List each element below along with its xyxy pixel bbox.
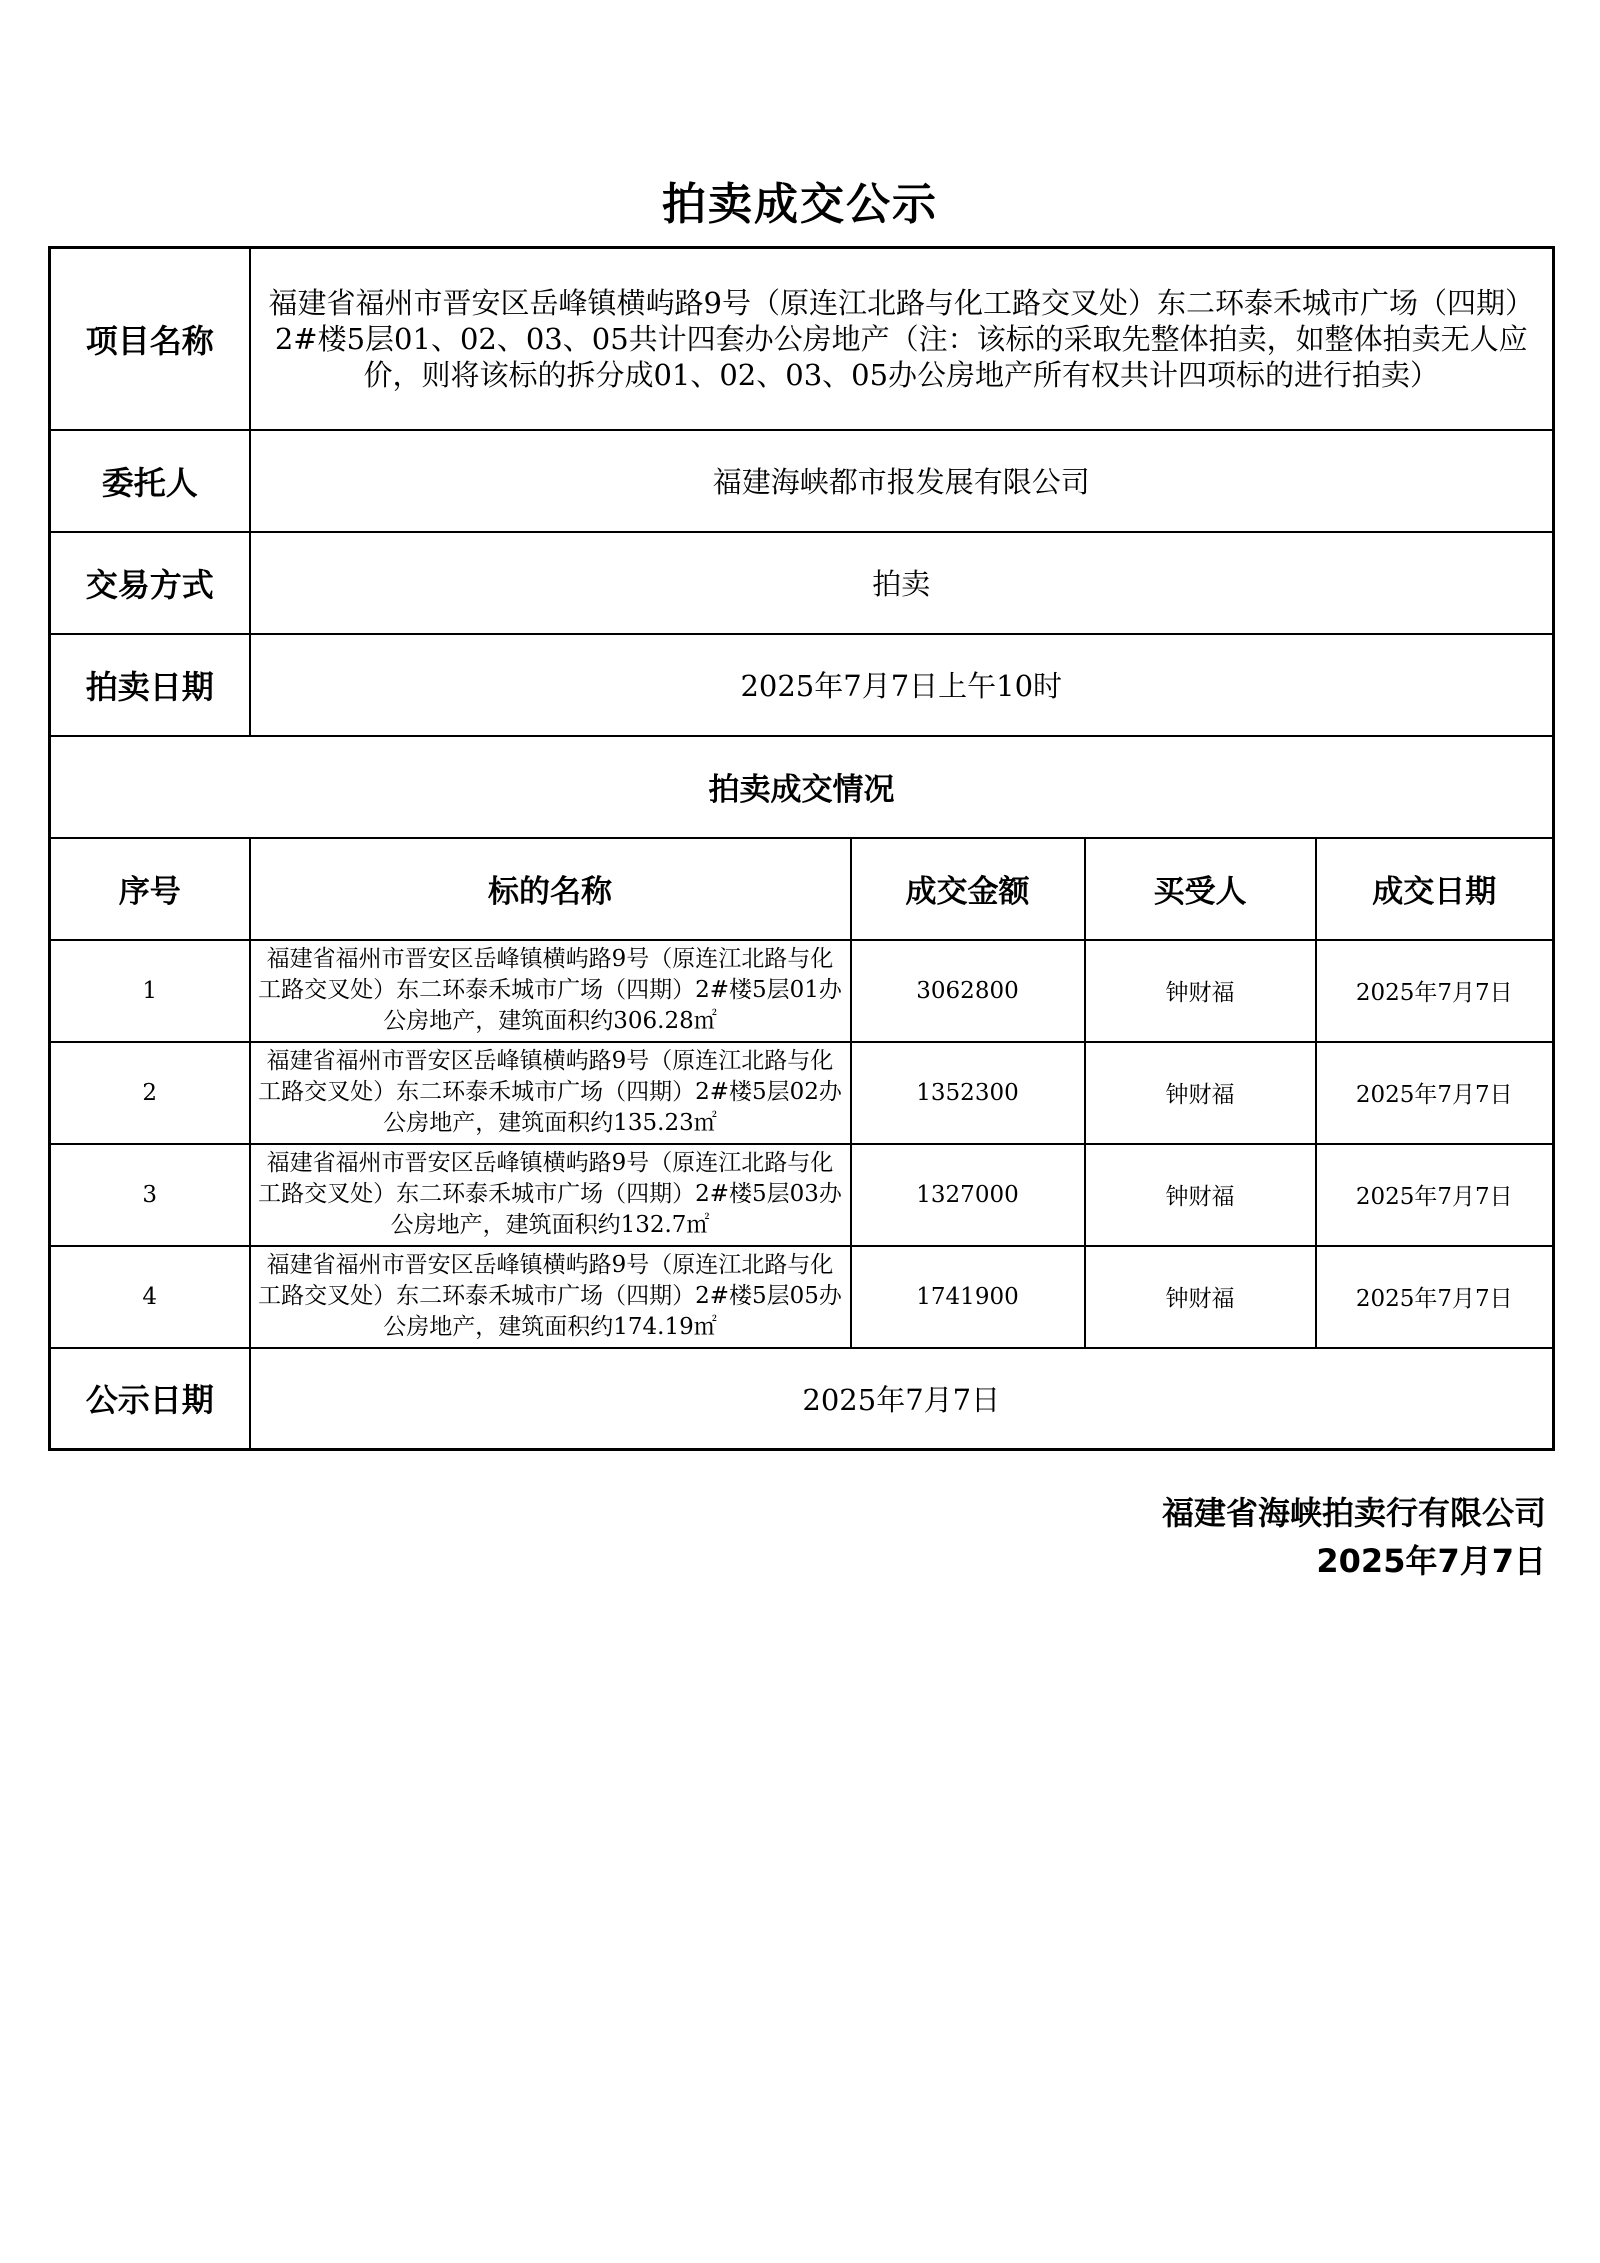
- row-date: 2025年7月7日: [1316, 1144, 1554, 1246]
- project-value: 福建省福州市晋安区岳峰镇横屿路9号（原连江北路与化工路交叉处）东二环泰禾城市广场（四期）2#楼5层01、02、03、05共计四套办公房地产（注：该标的采取先整体拍卖，如整体拍卖无人应价，则将该标的拆分成01、02、03、05办公房地产所有权共计四项标的进行拍卖）: [250, 248, 1554, 430]
- row-amount: 1352300: [851, 1042, 1085, 1144]
- row-item-name: 福建省福州市晋安区岳峰镇横屿路9号（原连江北路与化工路交叉处）东二环泰禾城市广场（四期）2#楼5层03办公房地产，建筑面积约132.7㎡: [250, 1144, 851, 1246]
- notice-date-row: [50, 1348, 1554, 1450]
- column-header-name: 标的名称: [250, 838, 851, 940]
- row-amount: 3062800: [851, 940, 1085, 1042]
- column-header-no: 序号: [50, 838, 250, 940]
- footer-date: 2025年7月7日: [1316, 1542, 1546, 1580]
- row-no: 2: [50, 1042, 250, 1144]
- notice-date-value: 2025年7月7日: [250, 1348, 1554, 1450]
- row-buyer: 钟财福: [1085, 940, 1316, 1042]
- table-row: [50, 1042, 1554, 1144]
- row-amount: 1327000: [851, 1144, 1085, 1246]
- column-header-buyer: 买受人: [1085, 838, 1316, 940]
- row-date: 2025年7月7日: [1316, 940, 1554, 1042]
- row-item-name: 福建省福州市晋安区岳峰镇横屿路9号（原连江北路与化工路交叉处）东二环泰禾城市广场（四期）2#楼5层02办公房地产，建筑面积约135.23㎡: [250, 1042, 851, 1144]
- row-date: 2025年7月7日: [1316, 1042, 1554, 1144]
- row-no: 1: [50, 940, 250, 1042]
- section-row: [50, 736, 1554, 838]
- footer-company: 福建省海峡拍卖行有限公司: [1161, 1494, 1546, 1532]
- client-label: 委托人: [50, 430, 250, 532]
- row-buyer: 钟财福: [1085, 1144, 1316, 1246]
- row-amount: 1741900: [851, 1246, 1085, 1348]
- table-row: [50, 1144, 1554, 1246]
- row-item-name: 福建省福州市晋安区岳峰镇横屿路9号（原连江北路与化工路交叉处）东二环泰禾城市广场（四期）2#楼5层01办公房地产，建筑面积约306.28㎡: [250, 940, 851, 1042]
- table-row: [50, 940, 1554, 1042]
- auction-date-label: 拍卖日期: [50, 634, 250, 736]
- notice-date-label: 公示日期: [50, 1348, 250, 1450]
- section-title: 拍卖成交情况: [50, 736, 1554, 838]
- column-header-date: 成交日期: [1316, 838, 1554, 940]
- method-row: [50, 532, 1554, 634]
- method-label: 交易方式: [50, 532, 250, 634]
- auction-date-row: [50, 634, 1554, 736]
- client-value: 福建海峡都市报发展有限公司: [250, 430, 1554, 532]
- table-row: [50, 1246, 1554, 1348]
- row-date: 2025年7月7日: [1316, 1246, 1554, 1348]
- page-title: 拍卖成交公示: [662, 179, 938, 230]
- row-item-name: 福建省福州市晋安区岳峰镇横屿路9号（原连江北路与化工路交叉处）东二环泰禾城市广场（四期）2#楼5层05办公房地产，建筑面积约174.19㎡: [250, 1246, 851, 1348]
- row-no: 3: [50, 1144, 250, 1246]
- row-buyer: 钟财福: [1085, 1246, 1316, 1348]
- client-row: [50, 430, 1554, 532]
- auction-result-table: [48, 246, 1555, 1451]
- column-header-amount: 成交金额: [851, 838, 1085, 940]
- method-value: 拍卖: [250, 532, 1554, 634]
- row-buyer: 钟财福: [1085, 1042, 1316, 1144]
- project-label: 项目名称: [50, 248, 250, 430]
- project-row: [50, 248, 1554, 430]
- column-header-row: [50, 838, 1554, 940]
- row-no: 4: [50, 1246, 250, 1348]
- auction-date-value: 2025年7月7日上午10时: [250, 634, 1554, 736]
